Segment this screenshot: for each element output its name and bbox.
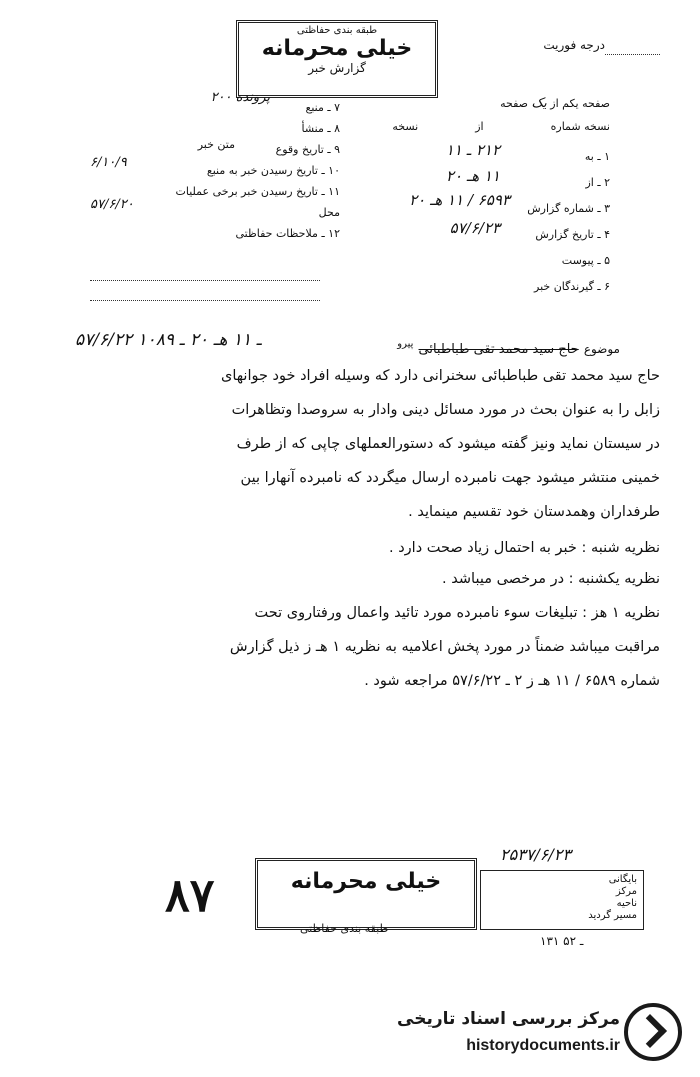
left-field-origin: ۸ ـ منشأ — [301, 122, 340, 135]
notes-line-1 — [90, 280, 320, 281]
bottom-stamp-text: خیلی محرمانه — [290, 869, 442, 894]
priority-line — [605, 54, 660, 55]
copy-suffix: نسخه — [392, 120, 419, 133]
left-field-occurrence-date: ۹ ـ تاریخ وقوع متن خبر — [197, 138, 340, 156]
stamp-secret-text: خیلی محرمانه — [261, 36, 413, 61]
stamp-caption-bottom: گزارش خبر — [308, 61, 366, 75]
right-field-from: ۲ ـ از ۱۱ هـ ۲۰ — [445, 167, 610, 189]
left-field-security-notes: ۱۲ ـ ملاحظات حفاظتی — [235, 227, 340, 240]
page-label: صفحه یکم از — [550, 97, 610, 110]
opinion-saturday: نظریه شنبه : خبر به احتمال زیاد صحت دارد . — [388, 540, 660, 556]
left-field-received-date: ۱۰ ـ تاریخ رسیدن خبر به منبع ۶/۱۰/۹ — [90, 155, 340, 177]
body-line-3: در سیستان نماید ونیز گفته میشود که دستورالعملهای چاپی که از طرف — [236, 436, 660, 452]
watermark-title: مرکز بررسی اسناد تاریخی — [397, 1009, 620, 1029]
page-value: یک — [531, 96, 547, 111]
archive-box-line-1: بایگانی — [608, 874, 637, 885]
archive-logo-icon — [624, 1003, 682, 1061]
report-body — [40, 368, 660, 538]
body-line-2: زابل را به عنوان بحث در مورد مسائل دینی وادار به سروصدا وتظاهرات — [231, 402, 660, 418]
copy-info — [392, 120, 610, 133]
left-field-ops-date: ۱۱ ـ تاریخ رسیدن خبر برخی عملیات — [175, 185, 340, 198]
body-line-5: طرفداران وهمدستان خود تقسیم مینماید . — [408, 504, 660, 520]
copy-from: از — [475, 120, 484, 133]
copy-label: نسخه شماره — [550, 120, 610, 133]
page-info — [500, 96, 610, 111]
right-field-report-number: ۳ ـ شماره گزارش ۶۵۹۳ / ۱۱ هـ ۲۰ — [409, 191, 610, 215]
archive-box-line-3: ناحیه — [616, 898, 637, 909]
opinion-1hz-line-2: مراقبت میباشد ضمناً در مورد پخش اعلامیه به نظریه ۱ هـ ز ذیل گزارش — [229, 639, 660, 655]
page-suffix: صفحه — [500, 97, 528, 110]
subject-label: موضوع — [583, 342, 620, 356]
watermark-url: historydocuments.ir — [466, 1037, 620, 1054]
subject-handwritten-number: ۵۷/۶/۲۲ ـ ۱۱ هـ ۲۰ ـ ۱۰۸۹ — [75, 330, 262, 350]
right-fields — [350, 141, 610, 301]
subject-mark: پیرو — [397, 338, 414, 350]
left-fields — [90, 90, 340, 243]
archive-box-footer: ۱۳۱ ـ ۵۲ — [540, 934, 584, 948]
archive-box-line-2: مرکز — [615, 886, 637, 897]
priority-label: درجه فوریت — [543, 38, 605, 52]
bottom-stamp-caption: طبقه بندی حفاظتی — [300, 922, 389, 935]
opinion-1hz-line-3: شماره ۶۵۸۹ / ۱۱ هـ ز ۲ ـ ۵۷/۶/۲۲ مراجعه شود . — [364, 673, 660, 689]
body-line-4: خمینی منتشر میشود جهت نامبرده ارسال میگردد که نامبرده آنهارا بین — [240, 470, 660, 486]
archive-box-line-4: مسیر گردید — [588, 910, 637, 921]
body-line-1: حاج سید محمد تقی طباطبائی سخنرانی دارد که وسیله افراد خود جوانهای — [220, 368, 660, 384]
bottom-classification-stamp — [255, 858, 477, 930]
opinion-sunday: نظریه یکشنبه : در مرخصی میباشد . — [442, 571, 660, 587]
bottom-handwritten-number: ۸۷ — [165, 868, 215, 922]
right-field-to: ۱ ـ به ۲۱۲ ـ ۱۱ — [445, 141, 610, 163]
right-field-attachment: ۵ ـ پیوست — [561, 254, 610, 267]
subject-text: حاج سید محمد تقی طباطبائی — [418, 342, 579, 357]
opinions-block — [40, 540, 660, 707]
opinion-1hz-line-1: نظریه ۱ هز : تبلیغات سوء نامبرده مورد تائید واعمال ورفتاروی تحت — [254, 605, 660, 621]
right-field-report-date: ۴ ـ تاریخ گزارش ۵۷/۶/۲۳ — [449, 219, 610, 241]
left-field-source: ۷ ـ منبع پرونده ۲۰۰ — [210, 90, 340, 114]
stamp-caption-top: طبقه بندی حفاظتی — [296, 25, 378, 36]
archive-box — [480, 870, 644, 930]
top-classification-stamp — [236, 20, 438, 98]
notes-line-2 — [90, 300, 320, 301]
right-field-recipients: ۶ ـ گیرندگان خبر — [534, 280, 610, 293]
left-field-place: محل ۵۷/۶/۲۰ — [90, 197, 340, 219]
bottom-date-note: ۲۵۳۷/۶/۲۳ — [500, 845, 571, 864]
